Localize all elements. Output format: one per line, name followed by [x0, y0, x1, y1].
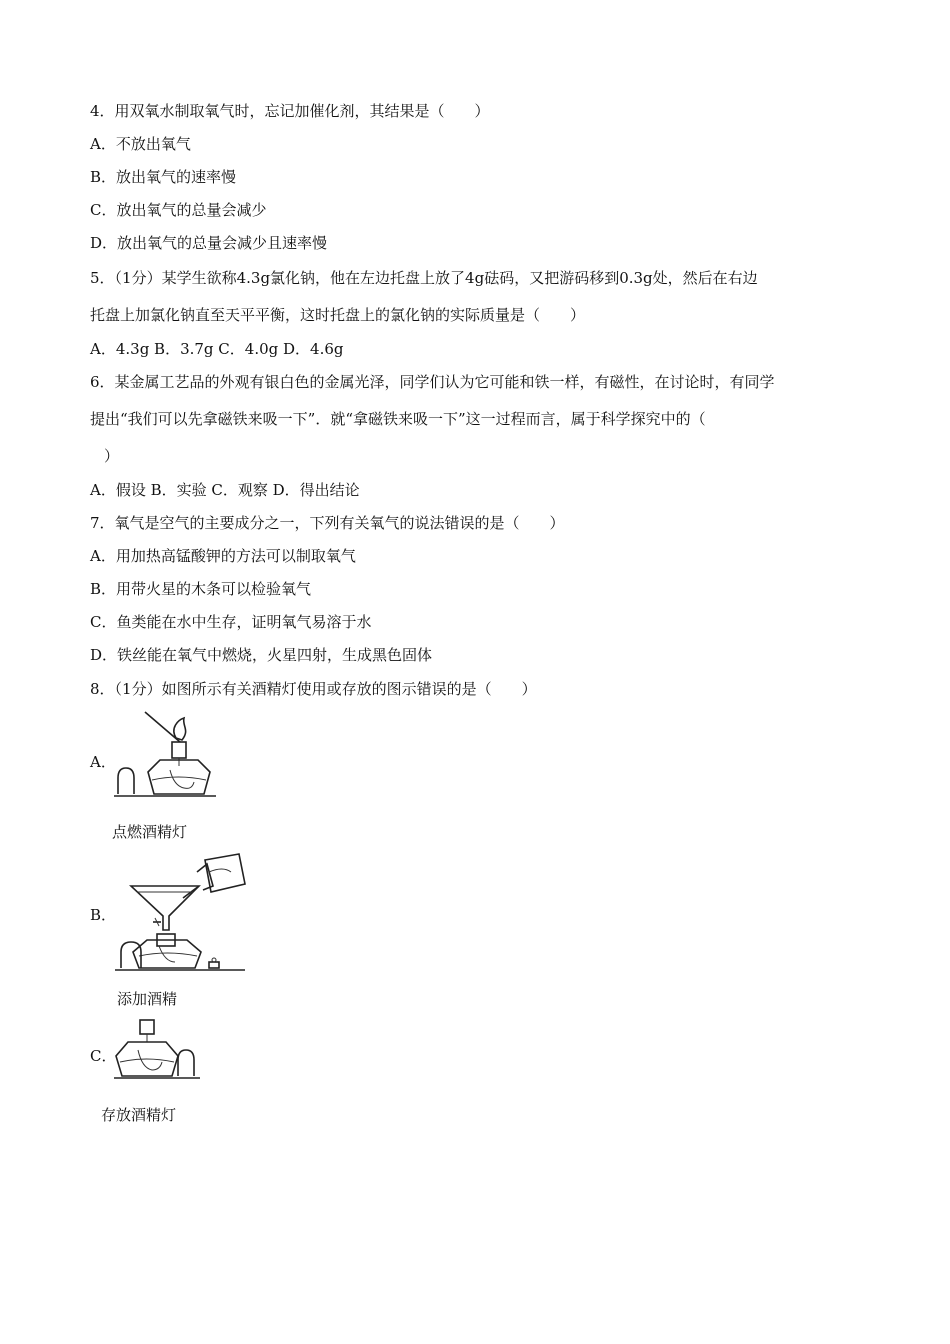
q4-stem: 4．用双氧水制取氧气时，忘记加催化剂，其结果是（ ） — [90, 102, 490, 120]
q7-option-b: B．用带火星的木条可以检验氧气 — [90, 580, 312, 598]
q7-option-d: D．铁丝能在氧气中燃烧，火星四射，生成黑色固体 — [90, 646, 433, 664]
q8-option-a-letter: A． — [90, 753, 116, 771]
q8-option-b-caption: 添加酒精 — [117, 990, 178, 1008]
q8-option-c-caption: 存放酒精灯 — [101, 1106, 177, 1124]
q8-figure-lighting-lamp — [112, 708, 217, 800]
q8-option-a-caption: 点燃酒精灯 — [112, 823, 188, 841]
q7-option-c: C．鱼类能在水中生存，证明氧气易溶于水 — [90, 613, 372, 631]
q5-stem-line2: 托盘上加氯化钠直至天平平衡，这时托盘上的氯化钠的实际质量是（ ） — [90, 306, 586, 324]
q5-stem-line1: 5．（1分）某学生欲称4.3g氯化钠，他在左边托盘上放了4g砝码，又把游码移到0.3g处，然后在右边 — [90, 269, 758, 287]
q4-option-c: C．放出氧气的总量会减少 — [90, 201, 267, 219]
q4-option-a: A．不放出氧气 — [90, 135, 191, 153]
q4-option-d: D．放出氧气的总量会减少且速率慢 — [90, 234, 328, 252]
q4-option-b: B．放出氧气的速率慢 — [90, 168, 237, 186]
q7-option-a: A．用加热高锰酸钾的方法可以制取氧气 — [90, 547, 356, 565]
q6-stem-line1: 6．某金属工艺品的外观有银白色的金属光泽，同学们认为它可能和铁一样，有磁性，在讨论时，有同学 — [90, 373, 775, 391]
q6-options: A．假设 B．实验 C．观察 D．得出结论 — [90, 481, 360, 499]
q8-option-c-letter: C． — [90, 1047, 117, 1065]
q6-stem-line2: 提出“我们可以先拿磁铁来吸一下”．就“拿磁铁来吸一下”这一过程而言，属于科学探究中的（ — [90, 410, 706, 428]
q6-stem-line3: ） — [104, 447, 120, 465]
q5-options: A．4.3g B．3.7g C．4.0g D．4.6g — [90, 340, 344, 358]
q8-figure-storing-lamp — [112, 1016, 202, 1082]
q7-stem: 7．氧气是空气的主要成分之一，下列有关氧气的说法错误的是（ ） — [90, 514, 565, 532]
q8-stem: 8．（1分）如图所示有关酒精灯使用或存放的图示错误的是（ ） — [90, 680, 537, 698]
q8-option-b-letter: B． — [90, 906, 117, 924]
q8-figure-adding-alcohol — [113, 850, 247, 972]
